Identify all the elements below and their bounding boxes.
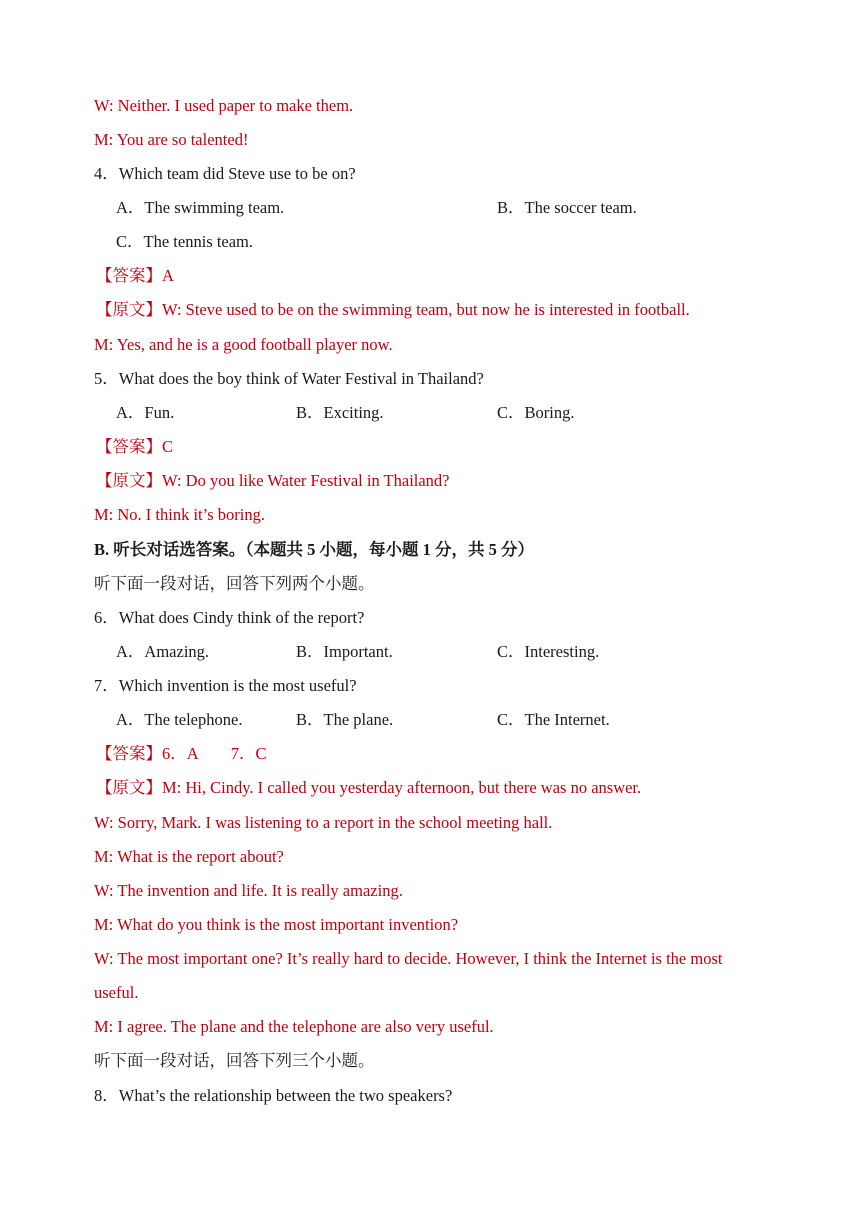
- original-value: M: Hi, Cindy. I called you yesterday afternoon, but there was no answer.: [162, 778, 642, 797]
- option-6b: B．Important.: [296, 642, 393, 661]
- instruction: 听下面一段对话，回答下列三个小题。: [94, 1051, 375, 1070]
- answer-tag: 【答案】: [96, 744, 162, 763]
- dialogue-line: W: Neither. I used paper to make them.: [94, 96, 354, 115]
- option-5c: C．Boring.: [497, 403, 575, 422]
- dialogue-line: M: You are so talented!: [94, 130, 249, 149]
- option-5a: A．Fun.: [116, 403, 175, 422]
- answer-tag: 【答案】: [96, 266, 162, 285]
- dialogue-line: M: Yes, and he is a good football player now.: [94, 335, 393, 354]
- question-4: 4．Which team did Steve use to be on?: [94, 164, 356, 183]
- option-4c: C．The tennis team.: [116, 232, 254, 251]
- answer-6-7: [96, 744, 267, 764]
- answer-value: 6．A 7．C: [162, 744, 267, 763]
- question-7: 7．Which invention is the most useful?: [94, 676, 357, 695]
- dialogue-line: W: The invention and life. It is really amazing.: [94, 881, 403, 900]
- dialogue-line: W: Sorry, Mark. I was listening to a report in the school meeting hall.: [94, 813, 553, 832]
- answer-tag: 【答案】: [96, 437, 162, 456]
- option-7b: B．The plane.: [296, 710, 394, 729]
- answer-value: C: [162, 437, 174, 456]
- option-6a: A．Amazing.: [116, 642, 210, 661]
- original-tag: 【原文】: [96, 300, 162, 319]
- section-b-heading: B. 听长对话选答案。（本题共 5 小题，每小题 1 分，共 5 分）: [94, 540, 535, 559]
- option-6c: C．Interesting.: [497, 642, 600, 661]
- question-8: 8．What’s the relationship between the two speakers?: [94, 1086, 453, 1105]
- question-5: 5．What does the boy think of Water Festival in Thailand?: [94, 369, 484, 388]
- original-text-4: [96, 300, 690, 320]
- dialogue-line: M: What do you think is the most important invention?: [94, 915, 459, 934]
- option-7c: C．The Internet.: [497, 710, 610, 729]
- answer-value: A: [162, 266, 174, 285]
- dialogue-line: M: What is the report about?: [94, 847, 284, 866]
- dialogue-line: W: The most important one? It’s really hard to decide. However, I think the Internet is the most: [94, 949, 723, 968]
- answer-5: [96, 437, 173, 457]
- dialogue-line: M: I agree. The plane and the telephone are also very useful.: [94, 1017, 494, 1036]
- original-tag: 【原文】: [96, 778, 162, 797]
- instruction: 听下面一段对话，回答下列两个小题。: [94, 574, 375, 593]
- option-4a: A．The swimming team.: [116, 198, 285, 217]
- original-tag: 【原文】: [96, 471, 162, 490]
- dialogue-line: useful.: [94, 983, 139, 1002]
- option-7a: A．The telephone.: [116, 710, 243, 729]
- original-value: W: Steve used to be on the swimming team, but now he is interested in football.: [162, 300, 690, 319]
- original-value: W: Do you like Water Festival in Thailand?: [162, 471, 450, 490]
- original-text-6-7: [96, 778, 641, 798]
- dialogue-line: M: No. I think it’s boring.: [94, 505, 265, 524]
- option-4b: B．The soccer team.: [497, 198, 637, 217]
- answer-4: [96, 266, 174, 286]
- question-6: 6．What does Cindy think of the report?: [94, 608, 365, 627]
- original-text-5: [96, 471, 450, 491]
- option-5b: B．Exciting.: [296, 403, 384, 422]
